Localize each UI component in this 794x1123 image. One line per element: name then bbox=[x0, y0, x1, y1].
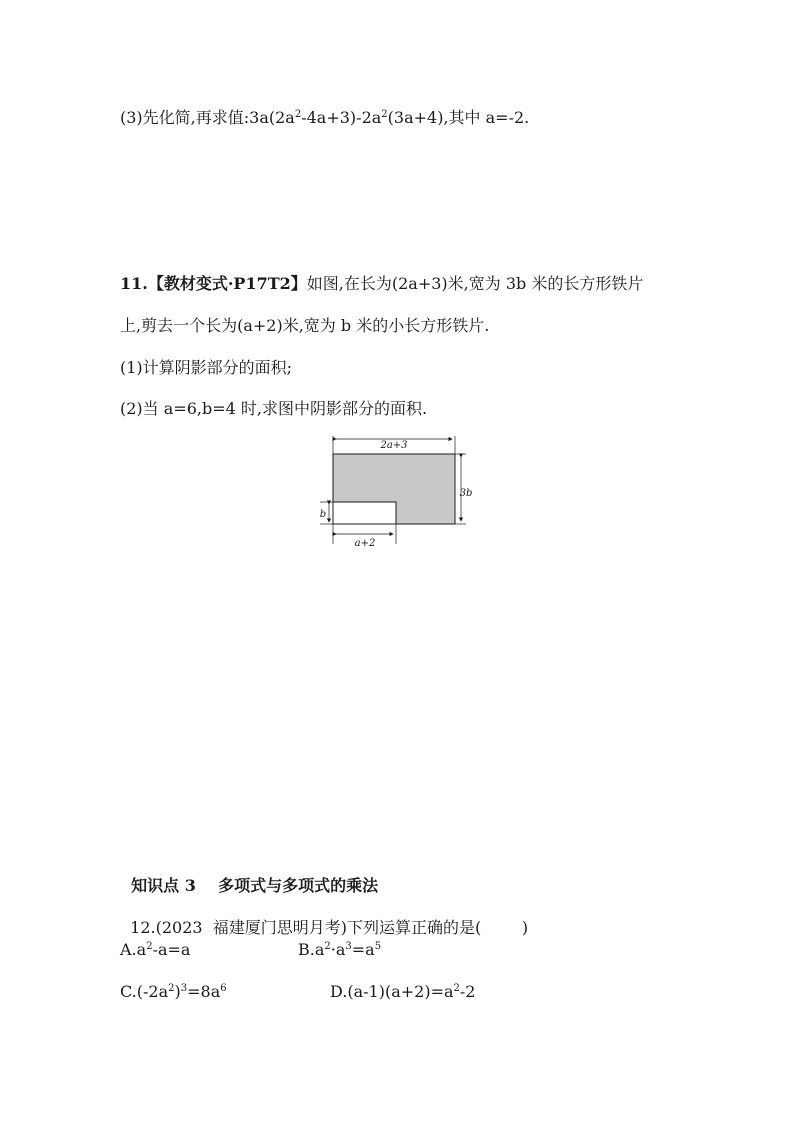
rectangle-figure bbox=[316, 434, 476, 550]
exponent: 2 bbox=[294, 109, 302, 120]
option-d[interactable]: $D.(a-1)(a+2)=a^2-2$ bbox=[330, 982, 476, 1001]
question-12-stem: 12.(2023 福建厦门思明月考)下列运算正确的是( ) bbox=[130, 918, 529, 937]
top-label: 2a+3 bbox=[380, 440, 408, 451]
bottom-label: a+2 bbox=[354, 538, 376, 549]
option-c[interactable]: $C.(-2a^2)^3=8a^6$ bbox=[120, 982, 227, 1001]
cut-rectangle bbox=[333, 502, 396, 524]
exponent: 2 bbox=[381, 109, 388, 120]
right-label: 3b bbox=[459, 488, 473, 499]
question-11-tag: 【教材变式·P17T2】 bbox=[147, 274, 307, 293]
question-11-part-2: (2)当 a=6,b=4 时,求图中阴影部分的面积. bbox=[120, 399, 428, 418]
q10-part3-mid: -4a+3)-2a bbox=[301, 108, 382, 127]
question-11-line-1 bbox=[120, 274, 643, 294]
option-a[interactable]: $A.a^2-a=a$ bbox=[120, 940, 191, 959]
section-title: 知识点 3 多项式与多项式的乘法 bbox=[131, 876, 379, 895]
option-b[interactable]: $B.a^2\cdot a^3=a^5$ bbox=[298, 940, 382, 959]
question-11-part-1: (1)计算阴影部分的面积; bbox=[120, 358, 293, 377]
question-11-text-2: 上,剪去一个长为(a+2)米,宽为 b 米的小长方形铁片. bbox=[120, 316, 490, 335]
q10-part3-suffix: (3a+4),其中 a=-2. bbox=[387, 108, 530, 127]
q10-part3-prefix: (3)先化简,再求值:3a(2a bbox=[120, 108, 295, 127]
left-label: b bbox=[319, 509, 327, 520]
question-11-number: 11. bbox=[120, 274, 148, 293]
question-10-part-3 bbox=[120, 108, 529, 128]
question-11-text-1: 如图,在长为(2a+3)米,宽为 3b 米的长方形铁片 bbox=[306, 274, 644, 293]
question-11-line-2 bbox=[120, 316, 489, 336]
